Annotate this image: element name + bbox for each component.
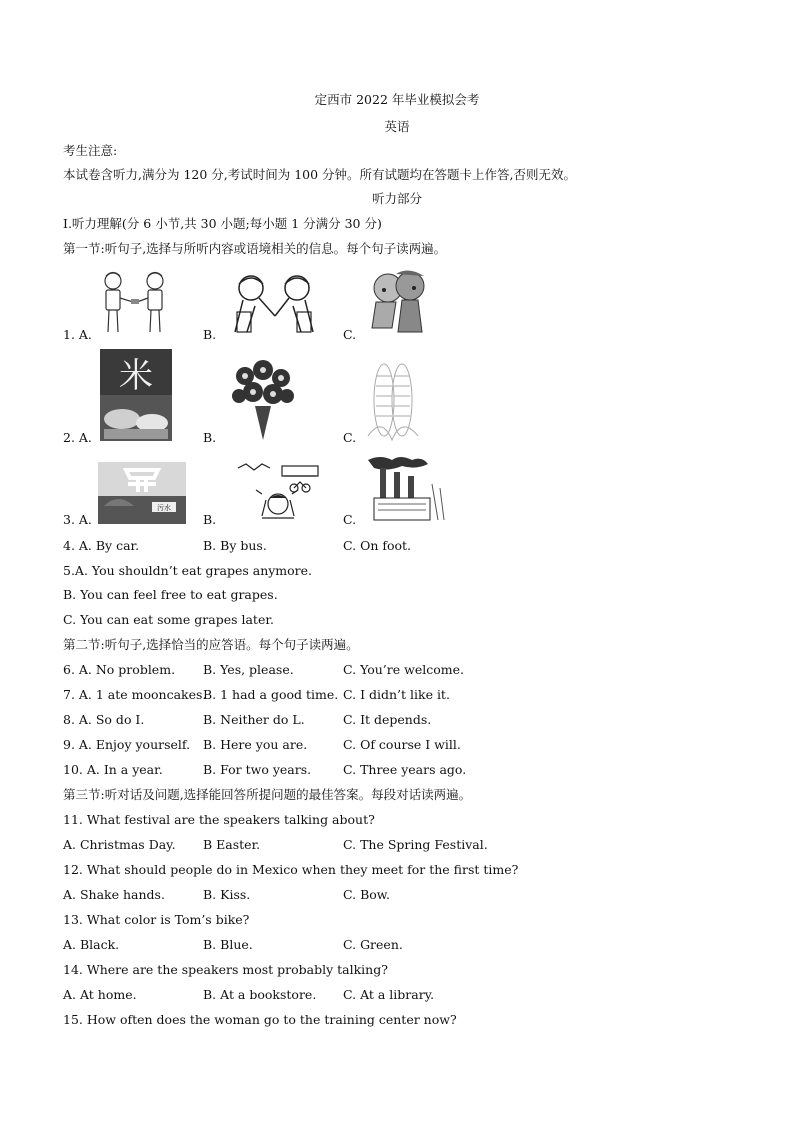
q2-option-a[interactable]: 2. A. xyxy=(63,430,92,445)
q5-option-b[interactable]: B. You can feel free to eat grapes. xyxy=(63,587,278,602)
kissing-girls-picture xyxy=(362,266,438,336)
noise-pollution-picture xyxy=(232,460,324,524)
rice-picture xyxy=(100,349,172,441)
q7-option-c[interactable]: C. I didn’t like it. xyxy=(343,687,450,702)
q9-option-c[interactable]: C. Of course I will. xyxy=(343,737,461,752)
subsection2-instruction: 第二节:听句子,选择恰当的应答语。每个句子读两遍。 xyxy=(63,637,359,652)
q11-option-b[interactable]: B Easter. xyxy=(203,837,261,852)
q12-option-a[interactable]: A. Shake hands. xyxy=(63,887,165,902)
q1-option-a[interactable]: 1. A. xyxy=(63,327,92,342)
notice-heading: 考生注意: xyxy=(63,143,118,158)
q3-option-a[interactable]: 3. A. xyxy=(63,512,92,527)
flower-bouquet-picture xyxy=(225,356,301,442)
q8-option-c[interactable]: C. It depends. xyxy=(343,712,432,727)
exam-title: 定西市 2022 年毕业模拟会考 xyxy=(314,92,480,107)
q14-question: 14. Where are the speakers most probably talking? xyxy=(63,962,388,977)
q8-option-a[interactable]: 8. A. So do I. xyxy=(63,712,145,727)
q9-option-a[interactable]: 9. A. Enjoy yourself. xyxy=(63,737,191,752)
q13-question: 13. What color is Tom’s bike? xyxy=(63,912,250,927)
q14-option-a[interactable]: A. At home. xyxy=(63,987,137,1002)
water-sign-text: 污水 xyxy=(157,504,171,512)
q10-option-b[interactable]: B. For two years. xyxy=(203,762,312,777)
q10-option-c[interactable]: C. Three years ago. xyxy=(343,762,467,777)
factory-pollution-picture xyxy=(366,454,448,524)
q11-option-a[interactable]: A. Christmas Day. xyxy=(63,837,176,852)
exam-subject: 英语 xyxy=(384,119,410,134)
section1-title: Ⅰ.听力理解(分 6 小节,共 30 小题;每小题 1 分满分 30 分) xyxy=(63,216,382,231)
q4-option-a[interactable]: 4. A. By car. xyxy=(63,538,140,553)
q10-option-a[interactable]: 10. A. In a year. xyxy=(63,762,163,777)
handshake-picture xyxy=(95,268,175,336)
q12-option-b[interactable]: B. Kiss. xyxy=(203,887,251,902)
q3-option-b[interactable]: B. xyxy=(203,512,217,527)
q9-option-b[interactable]: B. Here you are. xyxy=(203,737,308,752)
q2-option-b[interactable]: B. xyxy=(203,430,217,445)
q6-option-c[interactable]: C. You’re welcome. xyxy=(343,662,464,677)
q7-option-b[interactable]: B. 1 had a good time. xyxy=(203,687,339,702)
water-pollution-picture xyxy=(98,462,186,524)
q11-question: 11. What festival are the speakers talking about? xyxy=(63,812,375,827)
q13-option-b[interactable]: B. Blue. xyxy=(203,937,253,952)
q12-option-c[interactable]: C. Bow. xyxy=(343,887,390,902)
q6-option-b[interactable]: B. Yes, please. xyxy=(203,662,294,677)
q3-option-c[interactable]: C. xyxy=(343,512,357,527)
subsection1-instruction: 第一节:听句子,选择与所听内容或语境相关的信息。每个句子读两遍。 xyxy=(63,241,447,256)
q5-option-c[interactable]: C. You can eat some grapes later. xyxy=(63,612,274,627)
q13-option-c[interactable]: C. Green. xyxy=(343,937,403,952)
q5-option-a[interactable]: 5.A. You shouldn’t eat grapes anymore. xyxy=(63,563,313,578)
q6-option-a[interactable]: 6. A. No problem. xyxy=(63,662,176,677)
bowing-people-picture xyxy=(225,270,325,334)
part-title: 听力部分 xyxy=(371,191,422,206)
q15-question: 15. How often does the woman go to the training center now? xyxy=(63,1012,457,1027)
q4-option-b[interactable]: B. By bus. xyxy=(203,538,267,553)
q8-option-b[interactable]: B. Neither do L. xyxy=(203,712,305,727)
q14-option-c[interactable]: C. At a library. xyxy=(343,987,435,1002)
q1-option-b[interactable]: B. xyxy=(203,327,217,342)
q2-option-c[interactable]: C. xyxy=(343,430,357,445)
subsection3-instruction: 第三节:听对话及问题,选择能回答所提问题的最佳答案。每段对话读两遍。 xyxy=(63,787,472,802)
q13-option-a[interactable]: A. Black. xyxy=(63,937,120,952)
rice-character: 米 xyxy=(119,356,153,396)
corn-picture xyxy=(362,356,424,444)
notice-text: 本试卷含听力,满分为 120 分,考试时间为 100 分钟。所有试题均在答题卡上作答,否则无效。 xyxy=(63,167,577,182)
q7-option-a[interactable]: 7. A. 1 ate mooncakes. xyxy=(63,687,207,702)
q14-option-b[interactable]: B. At a bookstore. xyxy=(203,987,317,1002)
q11-option-c[interactable]: C. The Spring Festival. xyxy=(343,837,488,852)
q1-option-c[interactable]: C. xyxy=(343,327,357,342)
q12-question: 12. What should people do in Mexico when they meet for the first time? xyxy=(63,862,519,877)
q4-option-c[interactable]: C. On foot. xyxy=(343,538,412,553)
